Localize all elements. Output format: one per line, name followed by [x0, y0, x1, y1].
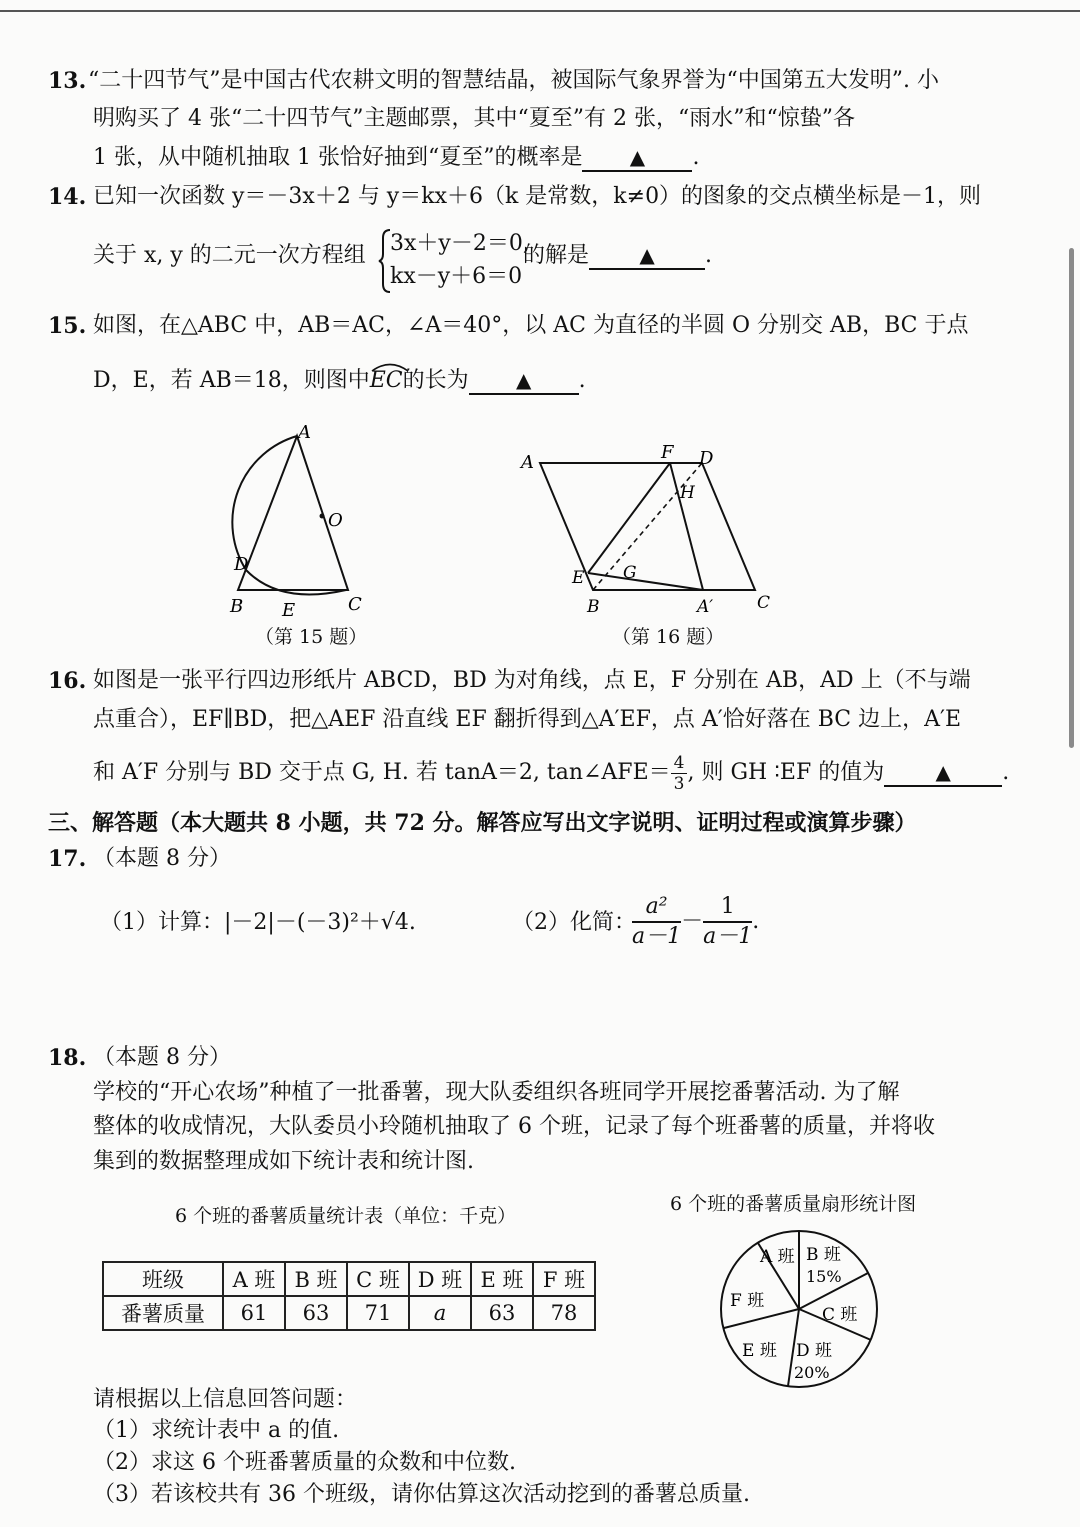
- table-header-row: [103, 1262, 595, 1296]
- q18-line3: 集到的数据整理成如下统计表和统计图.: [93, 1149, 474, 1174]
- q15-line2-text: D，E，若 AB＝18，则图中: [93, 368, 370, 393]
- table-cell: 71: [347, 1296, 409, 1330]
- pie-label-a: A 班: [760, 1247, 795, 1267]
- table-row: [103, 1296, 595, 1330]
- blank-marker: ▲: [629, 145, 646, 169]
- label-c: C: [348, 594, 362, 615]
- q13-number: 13.: [48, 68, 87, 94]
- q14-line1: 已知一次函数 y＝－3x＋2 与 y＝kx＋6（k 是常数，k≠0）的图象的交点横坐标是－1，则: [93, 184, 982, 209]
- stats-table: [102, 1261, 596, 1331]
- fraction-a2: [632, 893, 681, 951]
- pie-pct-b: 15%: [806, 1267, 842, 1286]
- arc-label: EC: [369, 368, 403, 393]
- table-cell: B 班: [285, 1262, 347, 1296]
- q16-line3: [93, 748, 1009, 798]
- q18-ask: 请根据以上信息回答问题：: [93, 1387, 358, 1412]
- fraction-1: [703, 893, 752, 951]
- q15-number: 15.: [48, 313, 87, 339]
- equation-system: [378, 228, 528, 294]
- q16-line2: 点重合），EF∥BD，把△AEF 沿直线 EF 翻折得到△A′EF，点 A′恰好落在 BC 边上，A′E: [93, 707, 962, 732]
- period: .: [1002, 760, 1010, 785]
- q18-line1: 学校的“开心农场”种植了一批番薯，现大队委组织各班同学开展挖番薯活动. 为了解: [93, 1080, 900, 1105]
- q13-line3: [93, 143, 699, 173]
- fraction-numerator: a²: [632, 893, 681, 923]
- blank-marker: ▲: [935, 760, 951, 784]
- label-a: A: [298, 422, 311, 443]
- q18-number: 18.: [48, 1045, 87, 1071]
- pie-title: 6 个班的番薯质量扇形统计图: [670, 1193, 917, 1215]
- q16-line3-text: 和 A′F 分别与 BD 交于点 G, H. 若 tanA＝2, tan∠AFE＝: [93, 760, 671, 785]
- period: .: [705, 243, 713, 268]
- pie-chart: [718, 1228, 880, 1390]
- q13-line3-text: 1 张，从中随机抽取 1 张恰好抽到“夏至”的概率是: [93, 145, 583, 170]
- table-cell: D 班: [409, 1262, 471, 1296]
- blank-marker: ▲: [515, 368, 532, 392]
- q16-line1: 如图是一张平行四边形纸片 ABCD，BD 为对角线，点 E，F 分别在 AB，AD 上（不与端: [93, 668, 971, 693]
- q16-number: 16.: [48, 668, 87, 694]
- q18-sub2: （2）求这 6 个班番薯质量的众数和中位数.: [93, 1450, 516, 1475]
- label-a: A: [521, 452, 534, 473]
- label-o: O: [328, 510, 343, 531]
- q15-line2: [93, 366, 586, 396]
- table-cell: 63: [471, 1296, 533, 1330]
- pie-pct-d: 20%: [794, 1363, 830, 1382]
- period: .: [692, 145, 700, 170]
- label-e: E: [282, 600, 296, 621]
- table-cell: 78: [533, 1296, 595, 1330]
- arc-ec: [370, 366, 403, 396]
- q17-part2-label: （2）化简：: [512, 910, 636, 935]
- label-g: G: [623, 563, 637, 583]
- figure-16: [515, 438, 780, 618]
- label-d: D: [234, 554, 249, 575]
- q14-number: 14.: [48, 184, 87, 210]
- center-o: [320, 514, 325, 519]
- table-cell: a: [409, 1296, 471, 1330]
- minus-sign: －: [681, 909, 704, 934]
- figure-15: [220, 420, 380, 630]
- q13-answer-blank: [582, 145, 692, 172]
- table-cell: 番薯质量: [103, 1296, 223, 1330]
- section-3-heading: 三、解答题（本大题共 8 小题，共 72 分。解答应写出文字说明、证明过程或演算步骤）: [48, 810, 917, 836]
- label-h: H: [680, 483, 695, 503]
- q18-line2: 整体的收成情况，大队委员小玲随机抽取了 6 个班，记录了每个班番薯的质量，并将收: [93, 1114, 935, 1139]
- q13-line1: “二十四节气”是中国古代农耕文明的智慧结晶，被国际气象界誉为“中国第五大发明”. 小: [88, 68, 939, 93]
- q16-answer-blank: [884, 760, 1002, 787]
- q17-points: （本题 8 分）: [93, 846, 231, 871]
- fraction-numerator: 4: [671, 753, 688, 774]
- table-title: 6 个班的番薯质量统计表（单位：千克）: [175, 1205, 517, 1227]
- figure-16-caption: （第 16 题）: [612, 626, 725, 648]
- q15-length-text: 的长为: [402, 368, 469, 393]
- table-cell: C 班: [347, 1262, 409, 1296]
- q15-answer-blank: [469, 368, 579, 395]
- table-cell: 61: [223, 1296, 285, 1330]
- fraction-4-3: [671, 753, 688, 794]
- semicircle-arc: [232, 436, 297, 570]
- q17-number: 17.: [48, 846, 87, 872]
- table-cell: E 班: [471, 1262, 533, 1296]
- label-f: F: [661, 442, 674, 463]
- q14-solution-text: 的解是: [523, 243, 590, 268]
- q17-expression: [632, 893, 759, 951]
- label-b: B: [230, 596, 244, 617]
- pie-label-d: D 班: [796, 1341, 833, 1361]
- label-c: C: [757, 593, 771, 613]
- table-cell: 班级: [103, 1262, 223, 1296]
- q15-line1: 如图，在△ABC 中，AB＝AC，∠A＝40°，以 AC 为直径的半圆 O 分别交 AB，BC 于点: [93, 313, 969, 338]
- table-cell: A 班: [223, 1262, 285, 1296]
- arc-mark: [370, 362, 410, 372]
- label-b: B: [587, 597, 600, 617]
- q18-points: （本题 8 分）: [93, 1045, 231, 1070]
- table-cell: F 班: [533, 1262, 595, 1296]
- label-a-prime: A′: [697, 597, 714, 617]
- fraction-denominator: a－1: [632, 924, 682, 949]
- scrollbar[interactable]: [1069, 248, 1074, 748]
- figure-15-caption: （第 15 题）: [255, 626, 368, 648]
- period: .: [752, 909, 760, 934]
- page-top-edge: [0, 10, 1080, 12]
- label-d: D: [699, 448, 714, 469]
- q14-answer-blank: [589, 243, 705, 270]
- pie-label-e: E 班: [742, 1341, 777, 1361]
- fraction-numerator: 1: [703, 893, 752, 923]
- fraction-denominator: a－1: [703, 924, 753, 949]
- q14-line2-end: [523, 241, 712, 271]
- period: .: [578, 368, 586, 393]
- pie-label-f: F 班: [730, 1291, 765, 1311]
- q18-sub1: （1）求统计表中 a 的值.: [93, 1418, 340, 1443]
- equation-2: kx－y＋6＝0: [390, 264, 523, 289]
- blank-marker: ▲: [639, 243, 655, 267]
- pie-divider: [724, 1309, 799, 1328]
- pie-label-b: B 班: [806, 1245, 841, 1265]
- q16-ratio-text: , 则 GH ∶EF 的值为: [687, 760, 885, 785]
- q13-line2: 明购买了 4 张“二十四节气”主题邮票，其中“夏至”有 2 张，“雨水”和“惊蛰”各: [93, 106, 855, 131]
- q14-line2-text: 关于 x, y 的二元一次方程组: [93, 243, 366, 268]
- table-cell: 63: [285, 1296, 347, 1330]
- pie-label-c: C 班: [822, 1305, 858, 1325]
- q17-part1: （1）计算：|－2|－(－3)²＋√4.: [100, 910, 416, 935]
- q18-sub3: （3）若该校共有 36 个班级，请你估算这次活动挖到的番薯总质量.: [93, 1482, 750, 1507]
- segment-ef: [588, 463, 670, 573]
- equation-1: 3x＋y－2＝0,: [390, 231, 530, 256]
- label-e: E: [572, 568, 585, 588]
- fraction-denominator: 3: [673, 773, 685, 794]
